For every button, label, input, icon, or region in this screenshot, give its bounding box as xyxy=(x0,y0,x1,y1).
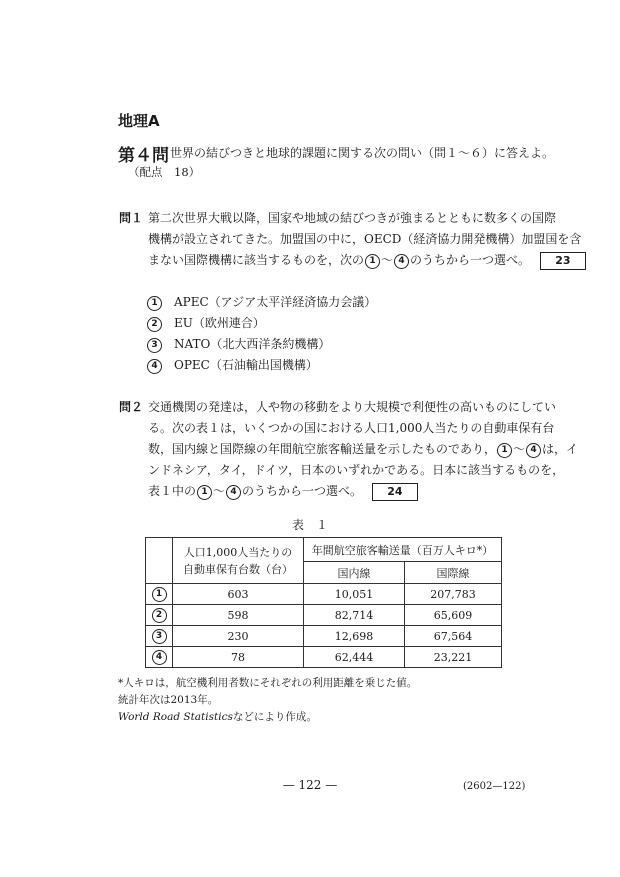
choice-mark: 2 xyxy=(152,608,167,623)
q1-line3-head: まない国際機構に該当するものを，次の xyxy=(148,253,365,267)
cell-domestic: 10,051 xyxy=(304,584,405,605)
choice-mark: 1 xyxy=(365,254,380,269)
cell-international: 67,564 xyxy=(405,626,502,647)
table-row xyxy=(146,647,502,668)
cell-international: 207,783 xyxy=(405,584,502,605)
row-mark xyxy=(146,584,173,605)
cell-domestic: 12,698 xyxy=(304,626,405,647)
row-mark xyxy=(146,605,173,626)
choice-mark: 4 xyxy=(147,359,162,374)
q2-line3-tail: は，イ xyxy=(542,442,579,456)
cell-domestic: 62,444 xyxy=(304,647,405,668)
answer-box-23[interactable]: 23 xyxy=(540,252,586,270)
q1-line2: 機構が設立されてきた。加盟国の中に，OECD（経済協力開発機構）加盟国を含 xyxy=(148,232,582,246)
points-note: （配点 18） xyxy=(128,165,201,179)
q2-line3-head: 数，国内線と国際線の年間航空旅客輸送量を示したものであり， xyxy=(148,442,497,456)
table-row xyxy=(146,584,502,605)
page-number: — 122 — xyxy=(282,778,338,792)
q2-line3: 数，国内線と国際線の年間航空旅客輸送量を示したものであり， 1 ～ 4 は，イ xyxy=(148,442,579,456)
subject-heading: 地理A xyxy=(118,112,160,130)
cell-cars: 603 xyxy=(173,584,304,605)
cell-international: 23,221 xyxy=(405,647,502,668)
cell-domestic: 82,714 xyxy=(304,605,405,626)
header-international: 国際線 xyxy=(405,562,502,584)
q1-option-2[interactable] xyxy=(146,314,265,332)
q2-line1: 交通機関の発達は，人や物の移動をより大規模で利便性の高いものにしてい xyxy=(148,400,557,414)
choice-mark: 3 xyxy=(152,629,167,644)
header-domestic: 国内線 xyxy=(304,562,405,584)
header-air-group: 年間航空旅客輸送量（百万人キロ*） xyxy=(304,538,502,562)
q1-line1: 第二次世界大戦以降，国家や地域の結びつきが強まるとともに数多くの国際 xyxy=(148,211,557,225)
data-table xyxy=(145,537,502,668)
header-cars-line1: 人口1,000人当たりの xyxy=(183,545,293,559)
note-stat-year: 統計年次は2013年。 xyxy=(118,694,219,706)
option-text: NATO（北大西洋条約機構） xyxy=(174,337,331,351)
question-number: 第４問 xyxy=(118,146,169,166)
q2-line2: る。次の表１は，いくつかの国における人口1,000人当たりの自動車保有台 xyxy=(148,421,555,435)
cell-cars: 78 xyxy=(173,647,304,668)
q1-option-3[interactable] xyxy=(146,335,330,353)
choice-mark: 1 xyxy=(497,443,512,458)
choice-mark: 2 xyxy=(147,317,162,332)
q2-label: 問２ xyxy=(119,400,144,414)
page-code: (2602—122) xyxy=(463,781,526,792)
table-row xyxy=(146,626,502,647)
option-text: OPEC（石油輸出国機構） xyxy=(174,358,318,372)
choice-mark: 1 xyxy=(197,485,212,500)
choice-mark: 4 xyxy=(152,650,167,665)
choice-mark: 4 xyxy=(226,485,241,500)
choice-mark: 1 xyxy=(147,296,162,311)
q1-line3: まない国際機構に該当するものを，次の 1 ～ 4 のうちから一つ選べ。 23 xyxy=(148,251,586,270)
q2-line4: ンドネシア，タイ，ドイツ，日本のいずれかである。日本に該当するものを， xyxy=(148,463,565,477)
question-intro: 世界の結びつきと地球的課題に関する次の問い（問１～６）に答えよ。 xyxy=(170,146,555,160)
note-person-km: *人キロは，航空機利用者数にそれぞれの利用距離を乗じた値。 xyxy=(118,677,418,689)
choice-mark: 4 xyxy=(526,443,541,458)
cell-cars: 598 xyxy=(173,605,304,626)
q1-label: 問１ xyxy=(119,211,144,225)
option-text: EU（欧州連合） xyxy=(174,316,265,330)
cell-cars: 230 xyxy=(173,626,304,647)
source-title: World Road Statistics xyxy=(118,711,233,723)
header-cars xyxy=(173,538,304,584)
q1-option-1[interactable] xyxy=(146,293,376,311)
header-cars-line2: 自動車保有台数（台） xyxy=(183,562,293,576)
choice-mark: 3 xyxy=(147,338,162,353)
source-tail: などにより作成。 xyxy=(232,711,317,723)
table-title: 表 １ xyxy=(291,518,328,532)
q2-line5-tail: のうちから一つ選べ。 xyxy=(242,484,363,498)
row-mark xyxy=(146,626,173,647)
answer-box-24[interactable]: 24 xyxy=(372,483,418,501)
table-row xyxy=(146,605,502,626)
q1-option-4[interactable] xyxy=(146,356,318,374)
note-source xyxy=(118,709,317,724)
choice-mark: 4 xyxy=(394,254,409,269)
q1-line3-tail: のうちから一つ選べ。 xyxy=(410,253,531,267)
option-text: APEC（アジア太平洋経済協力会議） xyxy=(174,295,377,309)
q2-line5: 表１中の 1 ～ 4 のうちから一つ選べ。 24 xyxy=(148,482,418,501)
q2-line5-head: 表１中の xyxy=(148,484,197,498)
table-corner xyxy=(146,538,173,584)
row-mark xyxy=(146,647,173,668)
choice-mark: 1 xyxy=(152,587,167,602)
cell-international: 65,609 xyxy=(405,605,502,626)
